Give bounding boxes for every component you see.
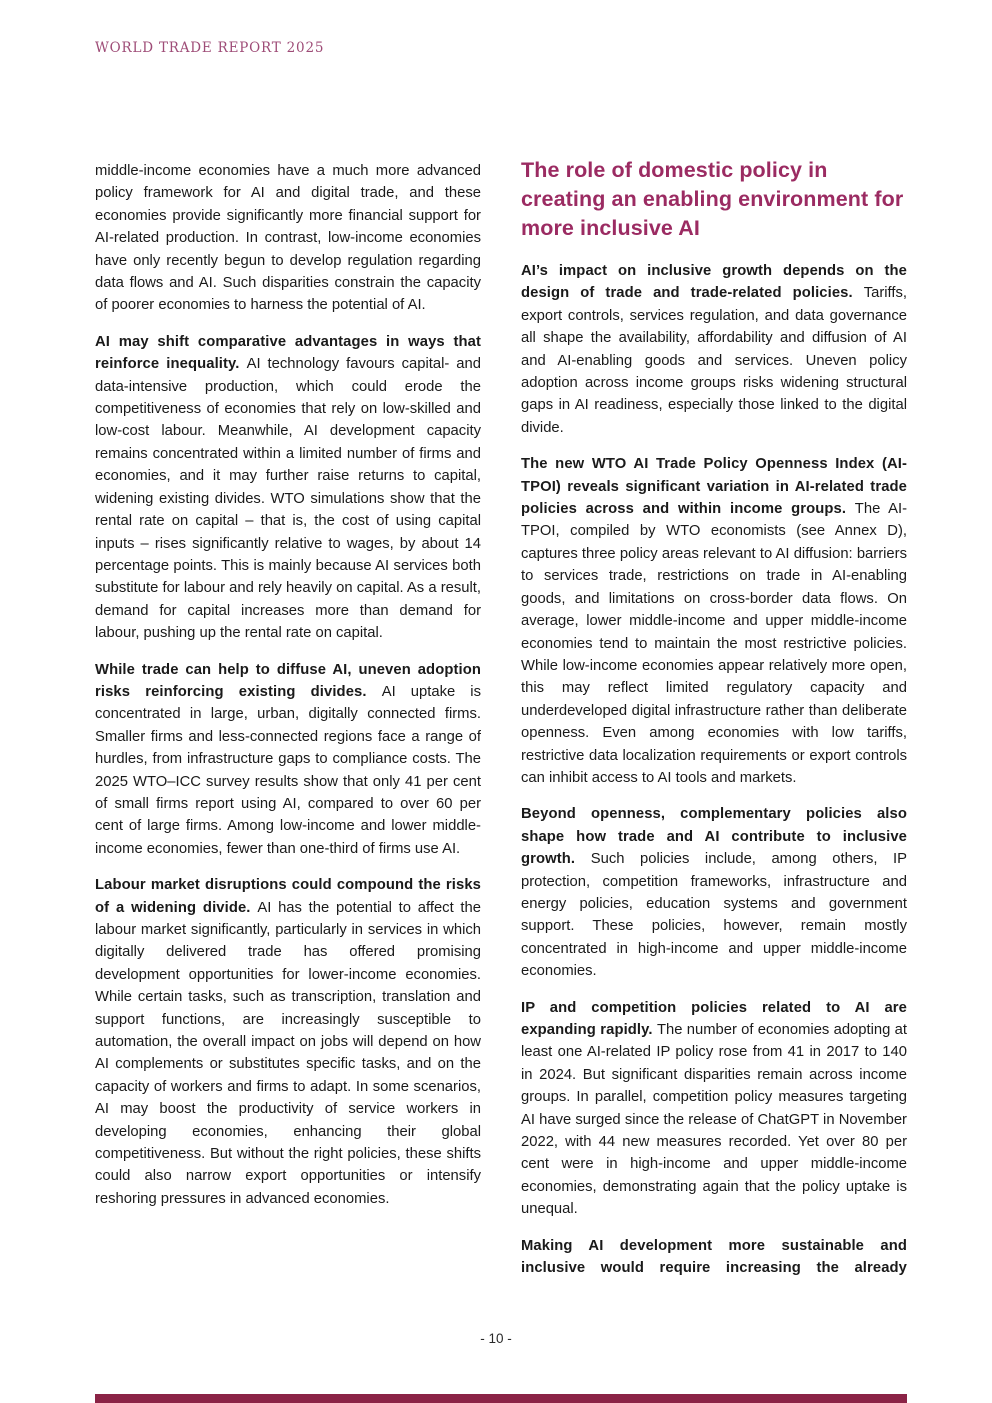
paragraph-lead: AI’s impact on inclusive growth depends on the design of trade and trade-related policies. xyxy=(521,263,907,302)
page-number: - 10 - xyxy=(480,1331,512,1346)
paragraph: Beyond openness, complementary policies also shape how trade and AI contribute to inclusive growth. Such policies include, among others, IP protection, competition frameworks, infrastructure and energy policies, education systems and government support. These policies, however, remain mostly concentrated in high-income and upper middle-income economies. xyxy=(521,806,907,980)
running-header: WORLD TRADE REPORT 2025 xyxy=(95,40,325,56)
left-column xyxy=(95,160,481,1224)
paragraph-lead: AI may shift comparative advantages in ways that reinforce inequality. xyxy=(95,333,481,373)
right-column-body xyxy=(521,260,907,1279)
paragraph-lead: The new WTO AI Trade Policy Openness Index (AI-TPOI) reveals significant variation in AI-related trade policies across and within income groups. xyxy=(521,456,907,518)
paragraph-lead: IP and competition policies related to AI are expanding rapidly. xyxy=(521,999,907,1038)
paragraph-lead: While trade can help to diffuse AI, uneven adoption risks reinforcing existing divides. xyxy=(95,661,481,700)
paragraph: middle-income economies have a much more advanced policy framework for AI and digital trade, and these economies provide significantly more financial support for AI-related production. In contrast, low-income economies have only recently begun to develop regulation regarding data flows and AI. Such disparities constrain the capacity of poorer economies to harness the potential of AI. xyxy=(95,163,481,314)
paragraph: IP and competition policies related to AI are expanding rapidly. The number of economies adopting at least one AI-related IP policy rose from 41 in 2017 to 140 in 2024. But significant disparities remain across income groups. In parallel, competition policy measures targeting AI have surged since the release of ChatGPT in November 2022, with 44 new measures recorded. Yet over 80 per cent were in high-income and upper middle-income economies, demonstrating again that the policy uptake is unequal. xyxy=(521,999,907,1218)
paragraph: AI may shift comparative advantages in ways that reinforce inequality. AI technology favours capital- and data-intensive production, which could erode the competitiveness of economies that rely on low-skilled and low-cost labour. Meanwhile, AI development capacity remains concentrated within a limited number of firms and economies, and it may further raise returns to capital, widening existing divides. WTO simulations show that the rental rate on capital – that is, the cost of using capital inputs – rises significantly relative to wages, by about 14 percentage points. This is mainly because AI services both substitute for labour and rely heavily on capital. As a result, demand for capital increases more than demand for labour, pushing up the rental rate on capital. xyxy=(95,333,481,642)
paragraph: AI’s impact on inclusive growth depends on the design of trade and trade-related policies. Tariffs, export controls, services regulation, and data governance all shape the availability, affordability and diffusion of AI and AI-enabling goods and services. Uneven policy adoption across income groups risks widening structural gaps in AI readiness, especially those linked to the digital divide. xyxy=(521,263,907,436)
section-heading: The role of domestic policy in creating an enabling environment for more inclusive AI xyxy=(521,158,904,240)
paragraph-lead: Making AI development more sustainable and inclusive would require increasing the already xyxy=(521,1237,907,1277)
paragraph: Labour market disruptions could compound the risks of a widening divide. AI has the potential to affect the labour market significantly, particularly in services in which digitally delivered trade has offered promising development opportunities for lower-income economies. While certain tasks, such as transcription, translation and support functions, are increasingly susceptible to automation, the overall impact on jobs will depend on how AI complements or substitutes specific tasks, and on the capacity of workers and firms to adapt. In some scenarios, AI may boost the productivity of service workers in developing economies, enhancing their global competitiveness. But without the right policies, these shifts could also narrow export opportunities or intensify reshoring pressures in advanced economies. xyxy=(95,877,481,1207)
bottom-rule xyxy=(95,1394,907,1403)
right-column xyxy=(521,156,907,1293)
paragraph-lead: Beyond openness, complementary policies also shape how trade and AI contribute to inclusive growth. xyxy=(521,806,907,868)
paragraph: The new WTO AI Trade Policy Openness Index (AI-TPOI) reveals significant variation in AI-related trade policies across and within income groups. The AI-TPOI, compiled by WTO economists (see Annex D), captures three policy areas relevant to AI diffusion: barriers to services trade, restrictions on trade in AI-enabling goods, and limitations on cross-border data flows. On average, lower middle-income and upper middle-income economies tend to maintain the most restrictive policies. While low-income economies appear relatively more open, this may reflect limited regulatory capacity and underdeveloped digital infrastructure rather than deliberate openness. Even among economies with low tariffs, restrictive data localization requirements or export controls can inhibit access to AI tools and markets. xyxy=(521,456,907,786)
paragraph-lead: Labour market disruptions could compound the risks of a widening divide. xyxy=(95,877,481,916)
paragraph xyxy=(521,1235,907,1280)
paragraph: While trade can help to diffuse AI, uneven adoption risks reinforcing existing divides. AI uptake is concentrated in large, urban, digitally connected firms. Smaller firms and less-connected regions face a range of hurdles, from infrastructure gaps to compliance costs. The 2025 WTO–ICC survey results show that only 41 per cent of small firms report using AI, compared to over 60 per cent of large firms. Among low-income and lower middle-income economies, fewer than one-third of firms use AI. xyxy=(95,661,481,857)
